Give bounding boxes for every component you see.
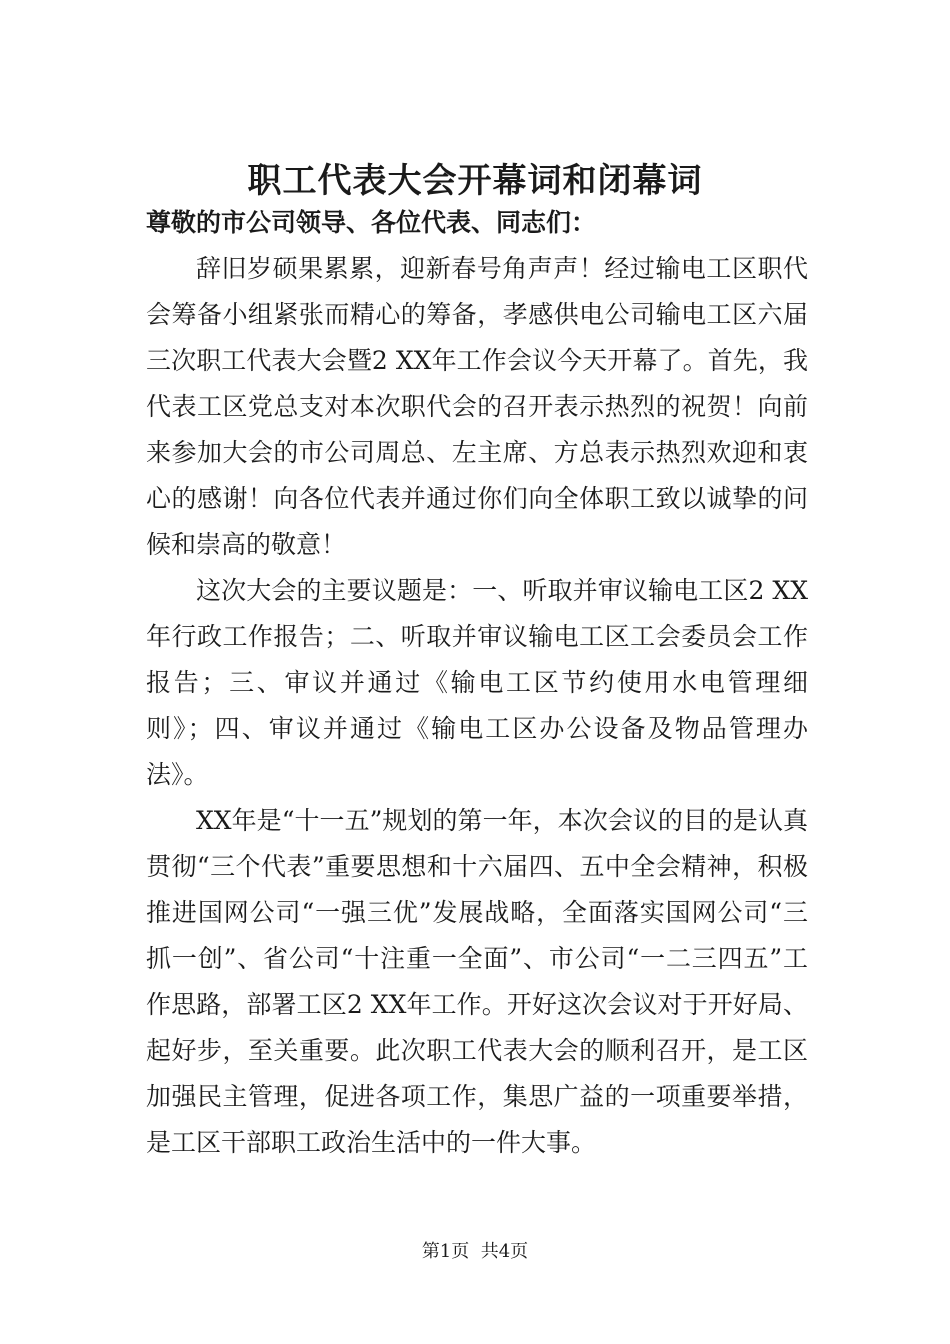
paragraph-agenda: 这次大会的主要议题是：一、听取并审议输电工区2 XX年行政工作报告；二、听取并审议输电工区工会委员会工作报告；三、审议并通过《输电工区节约使用水电管理细则》；四、审议并通过《输电工区办公设备及物品管理办法》。 (146, 576, 808, 789)
salutation: 尊敬的市公司领导、各位代表、同志们： (146, 208, 597, 237)
document-title: 职工代表大会开幕词和闭幕词 (247, 160, 703, 201)
page-footer (0, 1238, 950, 1266)
page-number: 第1页 共4页 (421, 1241, 529, 1262)
paragraph-opening: 辞旧岁硕果累累，迎新春号角声声！经过输电工区职代会筹备小组紧张而精心的筹备，孝感供电公司输电工区六届三次职工代表大会暨2 XX年工作会议今天开幕了。首先，我代表工区党总支对本次职代会的召开表示热烈的祝贺！向前来参加大会的市公司周总、左主席、方总表示热烈欢迎和衷心的感谢！向各位代表并通过你们向全体职工致以诚挚的问候和崇高的敬意！ (146, 254, 808, 559)
paragraph-purpose: XX年是“十一五”规划的第一年，本次会议的目的是认真贯彻“三个代表”重要思想和十六届四、五中全会精神，积极推进国网公司“一强三优”发展战略，全面落实国网公司“三抓一创”、省公司“十注重一全面”、市公司“一二三四五”工作思路，部署工区2 XX年工作。开好这次会议对于开好局、起好步，至关重要。此次职工代表大会的顺利召开，是工区加强民主管理，促进各项工作，集思广益的一项重要举措，是工区干部职工政治生活中的一件大事。 (146, 806, 808, 1157)
document-body (146, 246, 808, 1166)
